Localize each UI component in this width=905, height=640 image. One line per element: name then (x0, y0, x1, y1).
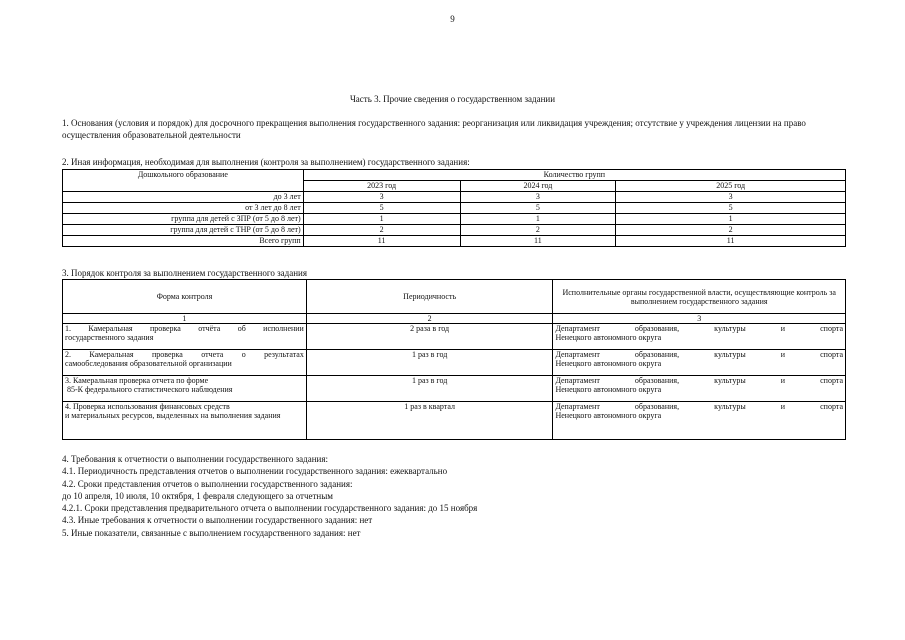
table-row (63, 203, 846, 214)
group-label: группа для детей с ЗПР (от 5 до 8 лет) (63, 214, 304, 225)
groups-count-header: Количество групп (303, 170, 845, 181)
group-count: 5 (303, 203, 460, 214)
groups-table (62, 169, 846, 247)
requirement-line: до 10 апреля, 10 июля, 10 октября, 1 февраля следующего за отчетным (62, 490, 333, 501)
year-header: 2023 год (303, 181, 460, 192)
control-form (63, 402, 307, 440)
control-org-line1: Департамент образования, культуры и спорта (555, 350, 843, 359)
control-header-form: Форма контроля (63, 280, 307, 314)
page-number: 9 (450, 14, 455, 24)
control-org-line2: Ненецкого автономного округа (555, 385, 662, 394)
column-number: 2 (306, 314, 553, 324)
group-count: 1 (460, 214, 616, 225)
group-count: 5 (616, 203, 846, 214)
control-form-line2: и материальных ресурсов, выделенных на выполнения задания (65, 411, 281, 420)
table-row (63, 376, 846, 402)
group-count: 11 (303, 236, 460, 247)
group-count: 3 (460, 192, 616, 203)
group-label: группа для детей с ТНР (от 5 до 8 лет) (63, 225, 304, 236)
requirement-line: 4.1. Периодичность представления отчетов о выполнении государственного задания: ежеквартально (62, 466, 448, 477)
control-org (553, 350, 846, 376)
group-label: от 3 лет до 8 лет (63, 203, 304, 214)
control-form (63, 324, 307, 350)
control-org (553, 376, 846, 402)
control-org (553, 402, 846, 440)
control-period: 1 раз в год (306, 376, 553, 402)
control-org-line2: Ненецкого автономного округа (555, 411, 662, 420)
group-count: 5 (460, 203, 616, 214)
control-form-line1: 2. Камеральная проверка отчета о результатах (65, 350, 304, 359)
control-period: 1 раз в квартал (306, 402, 553, 440)
column-number: 1 (63, 314, 307, 324)
group-count: 3 (616, 192, 846, 203)
requirement-line: 5. Иные показатели, связанные с выполнением государственного задания: нет (62, 527, 361, 538)
control-form-line1: 3. Камеральная проверка отчета по форме (65, 376, 209, 385)
control-form (63, 376, 307, 402)
group-label: Всего групп (63, 236, 304, 247)
control-table (62, 279, 846, 440)
control-org-line2: Ненецкого автономного округа (555, 359, 662, 368)
control-period: 1 раз в год (306, 350, 553, 376)
control-form-line1: 4. Проверка использования финансовых средств (65, 402, 230, 411)
control-org-line1: Департамент образования, культуры и спорта (555, 324, 843, 333)
control-org-line1: Департамент образования, культуры и спорта (555, 402, 843, 411)
column-number: 3 (553, 314, 846, 324)
group-count: 2 (303, 225, 460, 236)
year-header: 2025 год (616, 181, 846, 192)
control-form-line2: 85-К федерального статистического наблюдения (65, 385, 233, 394)
group-count: 2 (460, 225, 616, 236)
requirement-line: 4.2. Сроки представления отчетов о выполнении государственного задания: (62, 478, 353, 489)
table-row (63, 324, 846, 350)
requirement-line: 4.2.1. Сроки представления предварительного отчета о выполнении государственного задания: до 15 ноября (62, 503, 478, 514)
group-count: 2 (616, 225, 846, 236)
control-header-period: Периодичность (306, 280, 553, 314)
group-count: 1 (303, 214, 460, 225)
requirement-line: 4.3. Иные требования к отчетности о выполнении государственного задания: нет (62, 515, 373, 526)
group-label: до 3 лет (63, 192, 304, 203)
table-row (63, 402, 846, 440)
control-org (553, 324, 846, 350)
table-row (63, 214, 846, 225)
groups-col1-header: Дошкольного образование (63, 170, 304, 192)
table-row (63, 192, 846, 203)
section-3-title: 3. Порядок контроля за выполнением государственного задания (62, 268, 307, 278)
requirement-line: 4. Требования к отчетности о выполнении государственного задания: (62, 454, 328, 464)
control-period: 2 раза в год (306, 324, 553, 350)
section-1-text: 1. Основания (условия и порядок) для досрочного прекращения выполнения государственного задания: реорганизация или ликвидация учреждения; отсутствие у учреждения лицензии на право осуществления образовательной деятельности (62, 118, 806, 140)
control-org-line1: Департамент образования, культуры и спорта (555, 376, 843, 385)
group-count: 1 (616, 214, 846, 225)
section-2-title: 2. Иная информация, необходимая для выполнения (контроля за выполнением) государственного задания: (62, 157, 470, 167)
part-title: Часть 3. Прочие сведения о государственном задании (349, 94, 556, 104)
control-form-line1: 1. Камеральная проверка отчёта об исполнении (65, 324, 304, 333)
year-header: 2024 год (460, 181, 616, 192)
control-org-line2: Ненецкого автономного округа (555, 333, 662, 342)
table-row (63, 350, 846, 376)
group-count: 11 (616, 236, 846, 247)
group-count: 11 (460, 236, 616, 247)
group-count: 3 (303, 192, 460, 203)
control-form-line2: самообследования образовательной организации (65, 359, 232, 368)
requirements-section (62, 453, 477, 539)
control-header-org: Исполнительные органы государственной власти, осуществляющие контроль за выполнением государственного задания (553, 280, 846, 314)
control-form-line2: государственного задания (65, 333, 154, 342)
control-form (63, 350, 307, 376)
table-row-total (63, 236, 846, 247)
table-row (63, 225, 846, 236)
